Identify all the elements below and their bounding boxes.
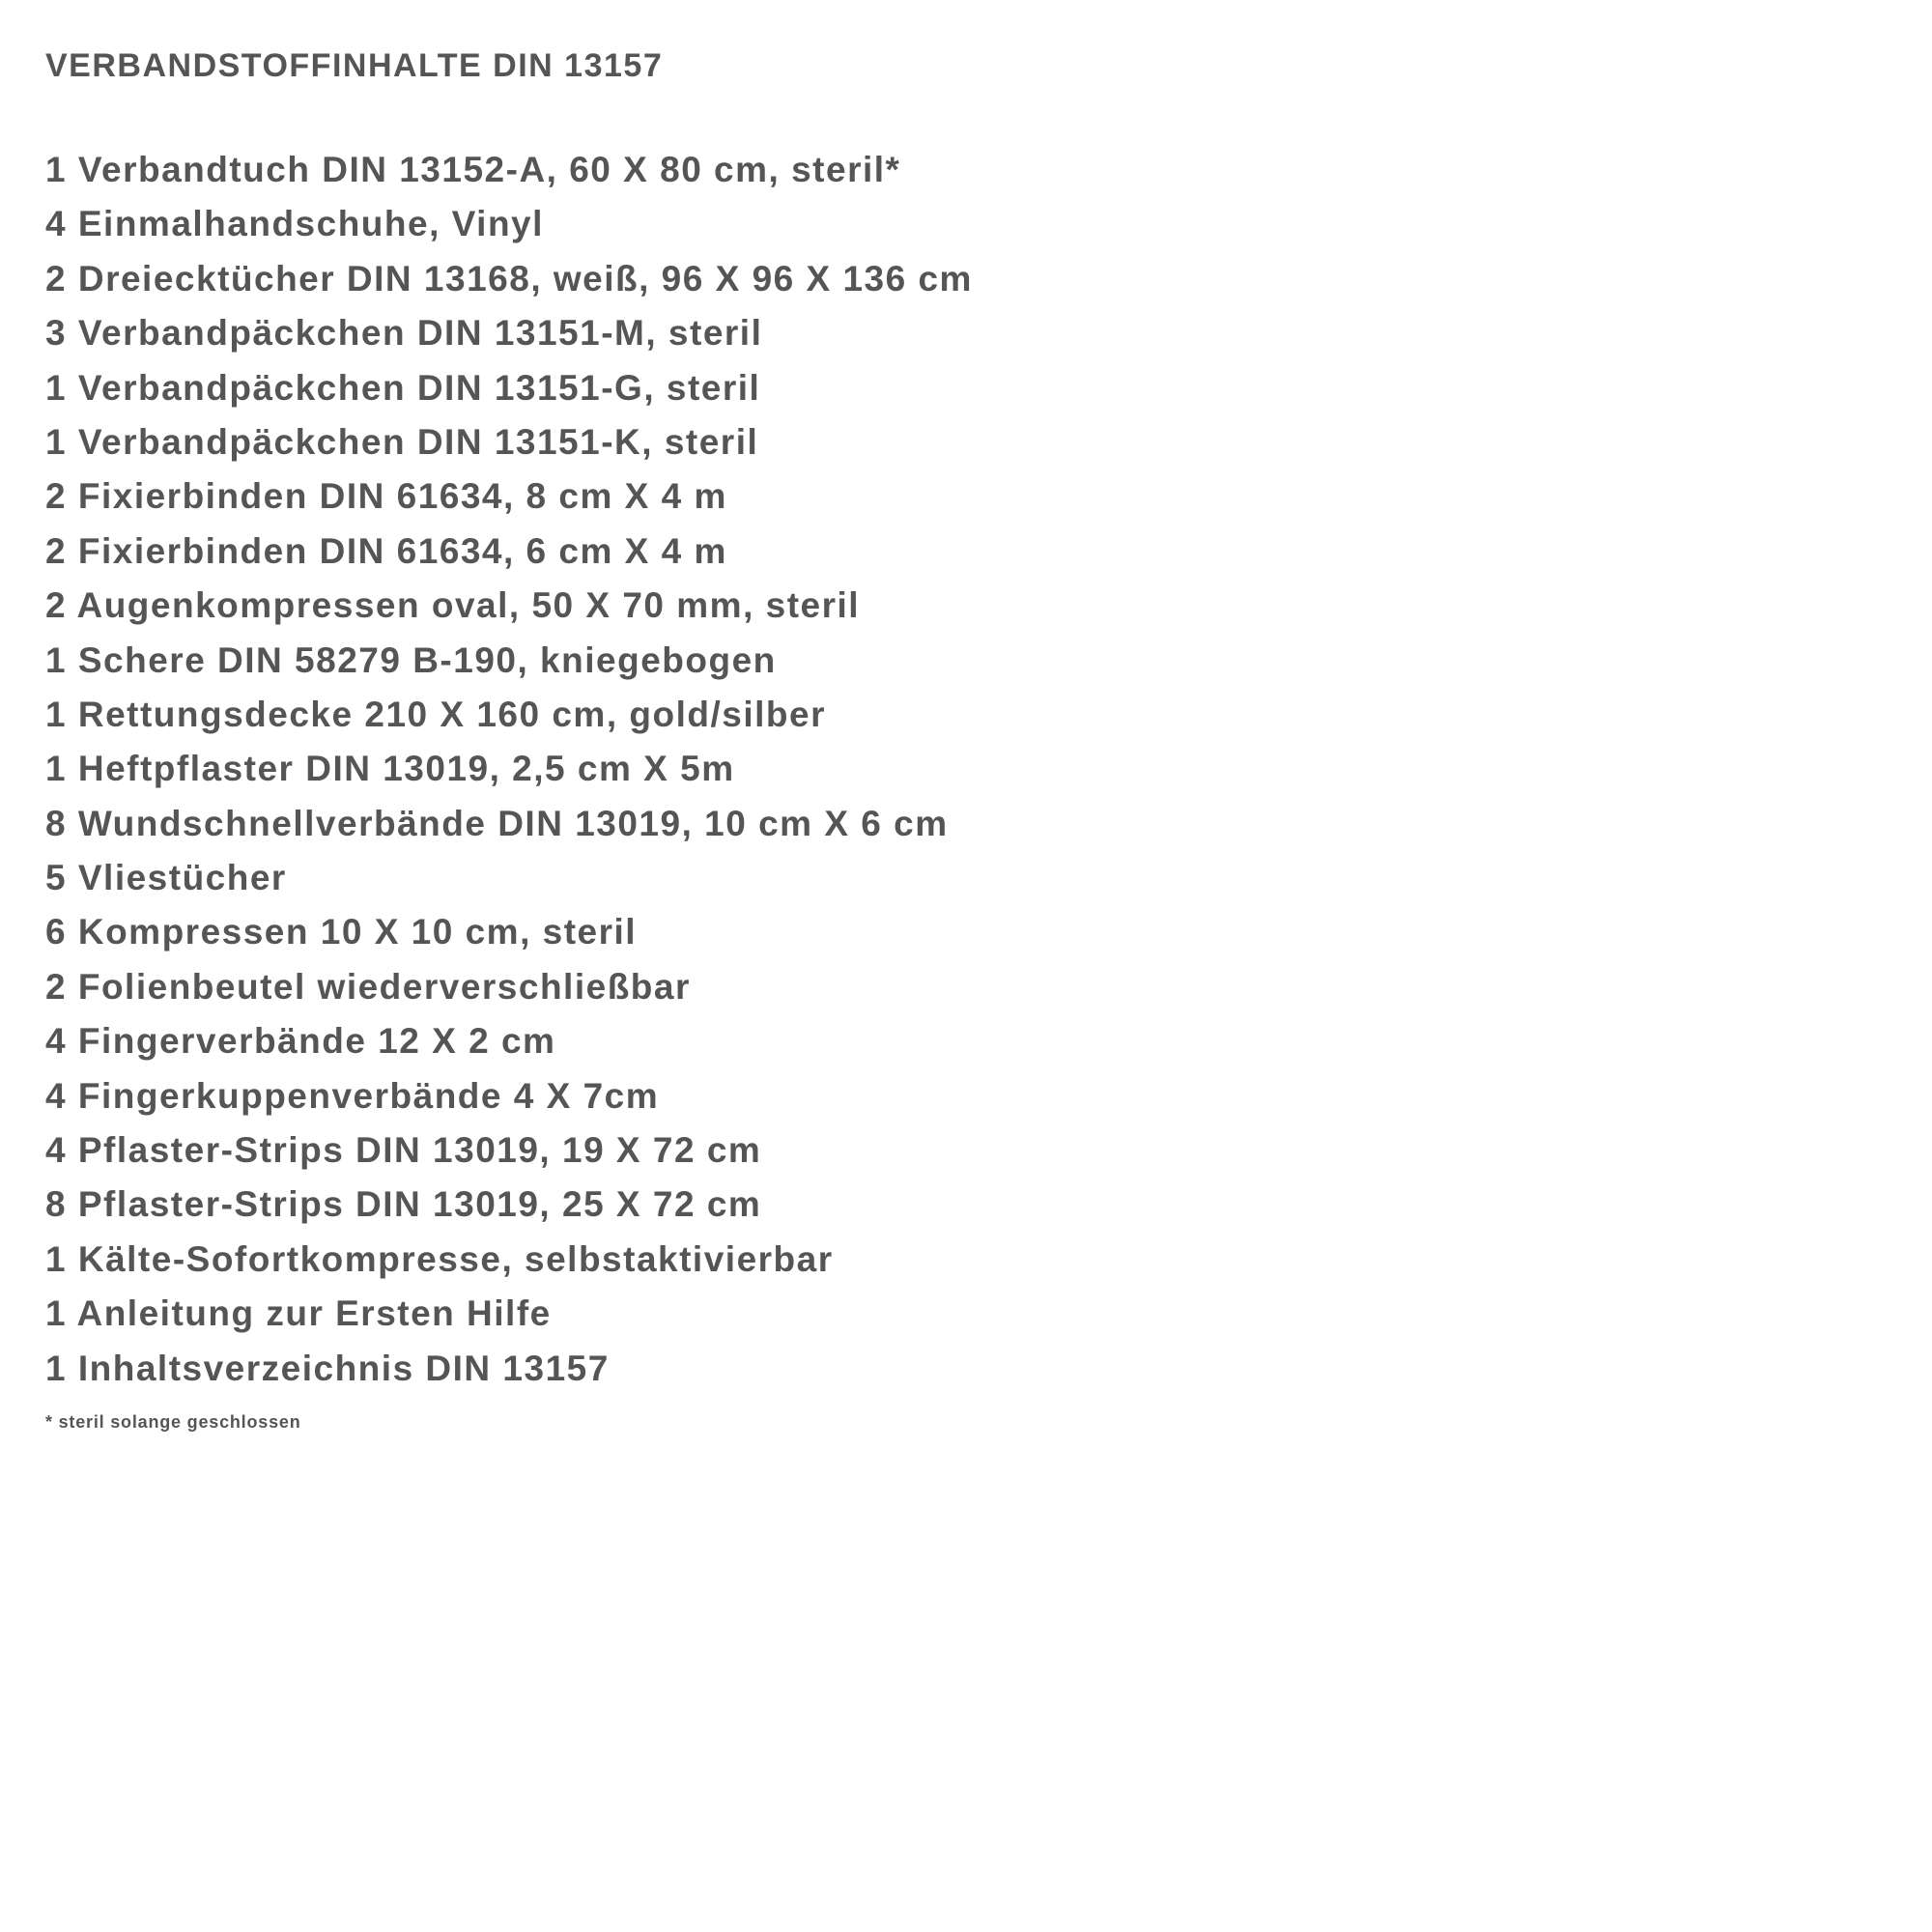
list-item: 4 Fingerverbände 12 X 2 cm — [45, 1021, 556, 1062]
list-item: 6 Kompressen 10 X 10 cm, steril — [45, 912, 638, 952]
list-item: 2 Fixierbinden DIN 61634, 6 cm X 4 m — [45, 530, 727, 571]
list-item: 1 Schere DIN 58279 B-190, kniegebogen — [45, 639, 777, 680]
list-item: 1 Heftpflaster DIN 13019, 2,5 cm X 5m — [45, 749, 735, 789]
list-item: 1 Verbandpäckchen DIN 13151-K, steril — [45, 421, 759, 462]
document-page — [45, 37, 1881, 1435]
list-item: 2 Dreiecktücher DIN 13168, weiß, 96 X 96 X 136 cm — [45, 258, 973, 298]
list-item: 2 Folienbeutel wiederverschließbar — [45, 966, 691, 1007]
list-item: 1 Verbandtuch DIN 13152-A, 60 X 80 cm, steril* — [45, 150, 901, 189]
list-item: 4 Fingerkuppenverbände 4 X 7cm — [45, 1075, 660, 1116]
list-item: 1 Anleitung zur Ersten Hilfe — [45, 1293, 552, 1334]
document-title: VERBANDSTOFFINHALTE DIN 13157 — [45, 47, 664, 84]
list-item: 1 Verbandpäckchen DIN 13151-G, steril — [45, 367, 761, 408]
list-item: 2 Augenkompressen oval, 50 X 70 mm, steril — [45, 585, 861, 626]
list-item: 2 Fixierbinden DIN 61634, 8 cm X 4 m — [45, 476, 727, 517]
list-item: 8 Wundschnellverbände DIN 13019, 10 cm X 6 cm — [45, 803, 949, 843]
list-item: 3 Verbandpäckchen DIN 13151-M, steril — [45, 313, 763, 354]
list-item: 5 Vliestücher — [45, 858, 287, 898]
list-item: 1 Rettungsdecke 210 X 160 cm, gold/silber — [45, 694, 826, 734]
footnote: * steril solange geschlossen — [45, 1411, 301, 1432]
contents-list — [45, 143, 1881, 1396]
list-item: 4 Einmalhandschuhe, Vinyl — [45, 204, 544, 244]
list-item: 8 Pflaster-Strips DIN 13019, 25 X 72 cm — [45, 1184, 762, 1225]
list-item: 1 Kälte-Sofortkompresse, selbstaktivierbar — [45, 1238, 834, 1279]
list-item: 4 Pflaster-Strips DIN 13019, 19 X 72 cm — [45, 1130, 762, 1171]
list-item: 1 Inhaltsverzeichnis DIN 13157 — [45, 1348, 610, 1388]
